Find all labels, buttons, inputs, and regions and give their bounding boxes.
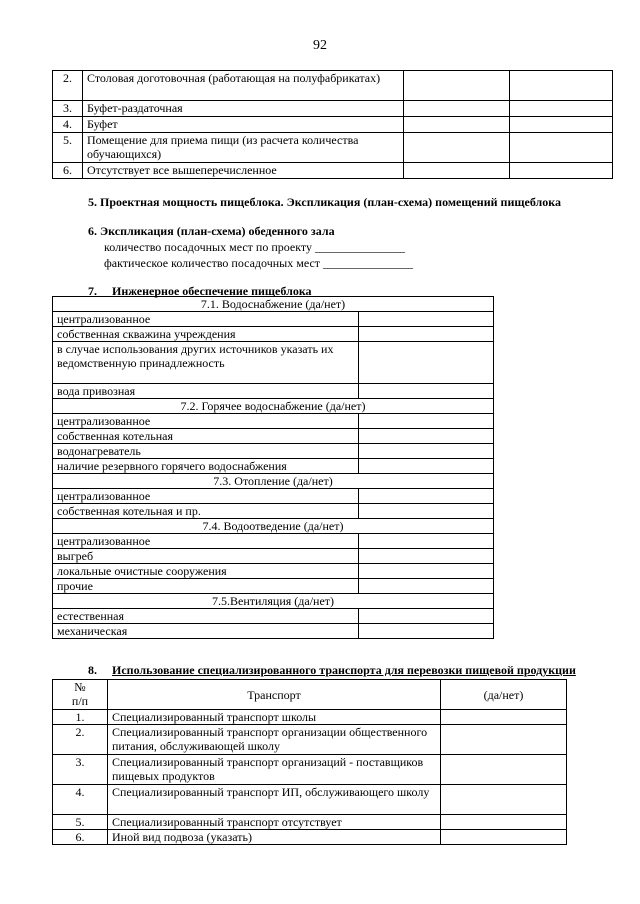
group-header: 7.3. Отопление (да/нет) [53,474,494,489]
row-label: наличие резервного горячего водоснабжения [53,459,359,474]
table-row [53,342,494,384]
answer-cell[interactable] [359,444,494,459]
row-text: Специализированный транспорт школы [108,710,441,725]
row-number: 2. [53,71,83,101]
seats-actual: фактическое количество посадочных мест _______________ [104,256,414,270]
transport-table [52,679,567,845]
row-label [53,342,359,384]
row-label-text: ведомственную принадлежность [57,356,225,370]
section-7-text: Инженерное обеспечение пищеблока [112,284,312,298]
group-header: 7.4. Водоотведение (да/нет) [53,519,494,534]
table-row [53,725,567,755]
answer-cell[interactable] [359,429,494,444]
row-text: Специализированный транспорт ИП, обслуживающего школу [108,785,441,815]
header-num: № п/п [53,680,108,710]
answer-cell[interactable] [441,725,567,755]
section-5-title: 5. Проектная мощность пищеблока. Экспликация (план-схема) помещений пищеблока [88,195,561,209]
answer-cell[interactable] [441,830,567,845]
table-row [53,101,613,117]
table-row [53,327,494,342]
row-label: локальные очистные сооружения [53,564,359,579]
row-number: 3. [53,755,108,785]
table-row [53,579,494,594]
answer-cell[interactable] [359,624,494,639]
table-row [53,384,494,399]
table-row [53,414,494,429]
table-row [53,312,494,327]
answer-cell[interactable] [359,312,494,327]
answer-cell[interactable] [441,755,567,785]
row-text: Буфет [83,117,404,133]
answer-cell[interactable] [359,609,494,624]
row-number: 1. [53,710,108,725]
row-number: 3. [53,101,83,117]
section-6-title: 6. Экспликация (план-схема) обеденного зала [88,224,335,238]
group-header-row [53,297,494,312]
answer-cell[interactable] [359,564,494,579]
row-number: 4. [53,117,83,133]
section-8-text: Использование специализированного транспорта для перевозки пищевой продукции [112,663,576,677]
answer-cell[interactable] [359,489,494,504]
row-label: централизованное [53,414,359,429]
section-8-number: 8. [88,663,97,677]
row-number: 5. [53,815,108,830]
row-text: Иной вид подвоза (указать) [108,830,441,845]
table-row [53,71,613,101]
group-header: 7.1. Водоснабжение (да/нет) [53,297,494,312]
table-row [53,534,494,549]
row-label: централизованное [53,312,359,327]
table-row [53,564,494,579]
row-number: 4. [53,785,108,815]
row-number: 6. [53,163,83,179]
row-label: собственная котельная [53,429,359,444]
answer-cell[interactable] [359,549,494,564]
answer-cell[interactable] [404,101,510,117]
table-row [53,609,494,624]
table-row [53,624,494,639]
answer-cell[interactable] [359,327,494,342]
group-header-row [53,519,494,534]
answer-cell[interactable] [404,117,510,133]
page-number: 92 [313,38,327,53]
answer-cell[interactable] [404,133,510,163]
table-row [53,830,567,845]
answer-cell[interactable] [441,815,567,830]
seats-by-project: количество посадочных мест по проекту _______________ [104,240,405,254]
table-row [53,117,613,133]
answer-cell[interactable] [404,163,510,179]
row-label: водонагреватель [53,444,359,459]
answer-cell[interactable] [359,459,494,474]
answer-cell[interactable] [359,504,494,519]
table-row [53,710,567,725]
row-number: 5. [53,133,83,163]
table-row [53,163,613,179]
row-label: прочие [53,579,359,594]
table-row [53,459,494,474]
answer-cell[interactable] [510,101,613,117]
answer-cell[interactable] [441,710,567,725]
row-text: Помещение для приема пищи (из расчета количества обучающихся) [83,133,404,163]
answer-cell[interactable] [359,579,494,594]
table-row [53,489,494,504]
table-row [53,429,494,444]
row-text: Отсутствует все вышеперечисленное [83,163,404,179]
row-label: механическая [53,624,359,639]
table-row [53,504,494,519]
row-label: централизованное [53,534,359,549]
answer-cell[interactable] [510,117,613,133]
answer-cell[interactable] [510,163,613,179]
row-text: Столовая доготовочная (работающая на полуфабрикатах) [83,71,404,101]
table-row [53,815,567,830]
row-label: естественная [53,609,359,624]
answer-cell[interactable] [359,534,494,549]
row-label: собственная скважина учреждения [53,327,359,342]
table-row [53,444,494,459]
table-row [53,133,613,163]
answer-cell[interactable] [510,71,613,101]
answer-cell[interactable] [359,414,494,429]
section-7-number: 7. [88,284,97,298]
answer-cell[interactable] [359,384,494,399]
engineering-table [52,296,494,639]
row-label: централизованное [53,489,359,504]
header-transport: Транспорт [108,680,441,710]
row-label-text: в случае использования других источников указать их [57,342,334,356]
group-header-row [53,399,494,414]
table-row [53,549,494,564]
group-header: 7.2. Горячее водоснабжение (да/нет) [53,399,494,414]
section-8-title [88,663,576,678]
row-label: собственная котельная и пр. [53,504,359,519]
answer-cell[interactable] [441,785,567,815]
row-text: Буфет-раздаточная [83,101,404,117]
row-text: Специализированный транспорт отсутствует [108,815,441,830]
table-header-row [53,680,567,710]
row-text: Специализированный транспорт организаций - поставщиков пищевых продуктов [108,755,441,785]
answer-cell[interactable] [359,342,494,384]
header-answer: (да/нет) [441,680,567,710]
row-number: 6. [53,830,108,845]
catering-type-table [52,70,613,179]
answer-cell[interactable] [510,133,613,163]
row-label: выгреб [53,549,359,564]
row-number: 2. [53,725,108,755]
group-header-row [53,594,494,609]
answer-cell[interactable] [404,71,510,101]
table-row [53,785,567,815]
row-label: вода привозная [53,384,359,399]
group-header-row [53,474,494,489]
row-text: Специализированный транспорт организации общественного питания, обслуживающей школу [108,725,441,755]
group-header: 7.5.Вентиляция (да/нет) [53,594,494,609]
table-row [53,755,567,785]
